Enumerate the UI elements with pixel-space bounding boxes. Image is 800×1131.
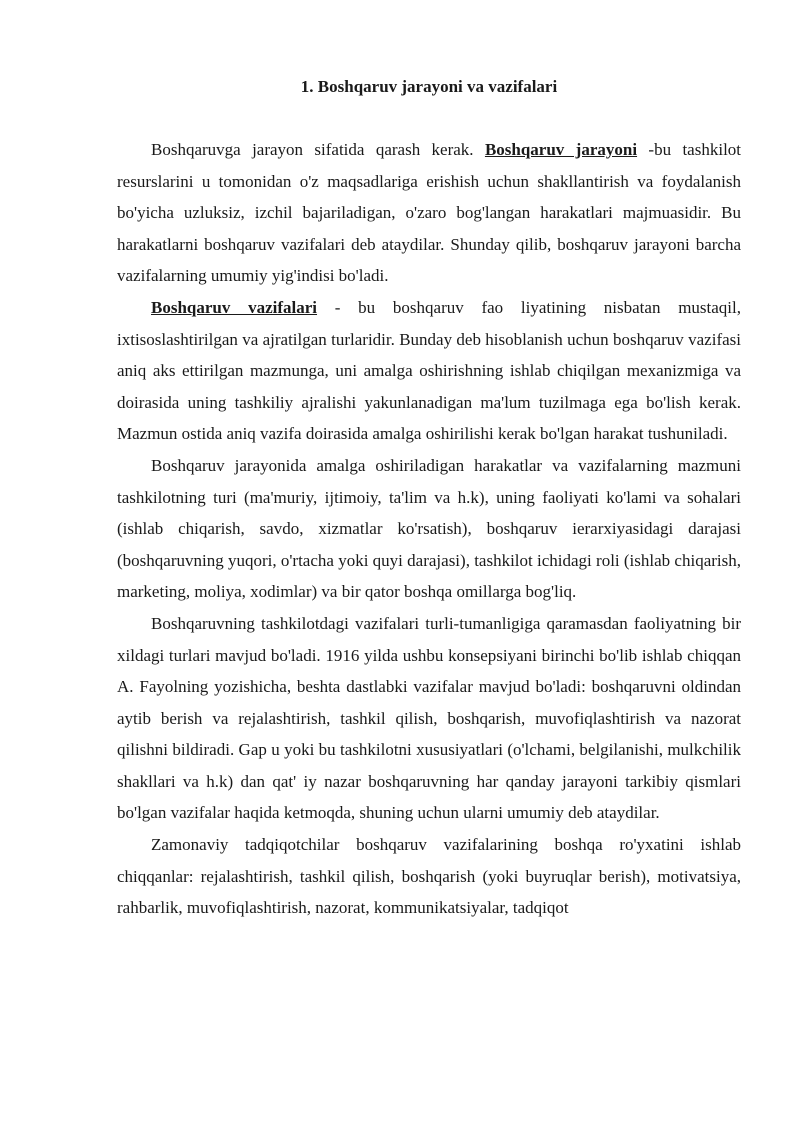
- document-title: 1. Boshqaruv jarayoni va vazifalari: [300, 77, 558, 96]
- paragraph-3: Boshqaruv jarayonida amalga oshiriladigan harakatlar va vazifalarning mazmuni tashkilotning turi (ma'muriy, ijtimoiy, ta'lim va h.k), uning faoliyati ko'lami va sohalari (ishlab chiqarish, savdo, xizmatlar ko'rsatish), boshqaruv ierarxiyasidagi darajasi (boshqaruvning yuqori, o'rtacha yoki quyi darajasi), tashkilot ichidagi roli (ishlab chiqarish, marketing, moliya, xodimlar) va bir qator boshqa omillarga bog'liq.: [117, 455, 741, 602]
- term-boshqaruv-jarayoni: Boshqaruv jarayoni: [484, 140, 638, 159]
- paragraph-1: [117, 134, 741, 292]
- document-body: [117, 134, 741, 924]
- paragraph-1-text: -bu tashkilot resurslarini u tomonidan o'z maqsadlariga erishish uchun shakllantirish va foydalanish bo'yicha uzluksiz, izchil bajariladigan, o'zaro bog'langan harakatlari majmuasidir. Bu harakatlarni boshqaruv vazifalari deb ataydilar. Shunday qilib, boshqaruv jarayoni barcha vazifalarning umumiy yig'indisi bo'ladi.: [117, 140, 742, 286]
- paragraph-5: Zamonaviy tadqiqotchilar boshqaruv vazifalarining boshqa ro'yxatini ishlab chiqqanlar: rejalashtirish, tashkil qilish, boshqarish (yoki buyruqlar berish), motivatsiya, rahbarlik, muvofiqlashtirish, nazorat, kommunikatsiyalar, tadqiqot: [117, 835, 741, 918]
- paragraph-4: Boshqaruvning tashkilotdagi vazifalari turli-tumanligiga qaramasdan faoliyatning bir xildagi turlari mavjud bo'ladi. 1916 yilda ushbu konsepsiyani birinchi bo'lib ishlab chiqqan A. Fayolning yozishicha, beshta dastlabki vazifalar mavjud bo'ladi: boshqaruvni oldindan aytib berish va rejalashtirish, tashkil qilish, boshqarish, muvofiqlashtirish va nazorat qilishni bildiradi. Gap u yoki bu tashkilotni xususiyatlari (o'lchami, belgilanishi, mulkchilik shakllari va h.k) dan qat' iy nazar boshqaruvning har qanday jarayoni tarkibiy qismlari bo'lgan vazifalar haqida ketmoqda, shuning uchun ularni umumiy deb ataydilar.: [117, 613, 741, 823]
- term-boshqaruv-vazifalari: Boshqaruv vazifalari: [151, 297, 318, 317]
- paragraph-1-lead: Boshqaruvga jarayon sifatida qarash kerak.: [151, 140, 485, 159]
- paragraph-2-text: - bu boshqaruv fao liyatining nisbatan mustaqil, ixtisoslashtirilgan va ajratilgan turlaridir. Bunday deb hisoblanish uchun boshqaruv vazifasi aniq aks ettirilgan mazmunga, uni amalga oshirishning ishlab chiqilgan mexanizmiga va doirasida uning tashkiliy ajralishi yakunlanadigan ma'lum tuzilmaga ega bo'lish kerak. Mazmun ostida aniq vazifa doirasida amalga oshirilishi kerak bo'lgan harakat tushuniladi.: [117, 297, 741, 444]
- paragraph-2: [117, 292, 741, 450]
